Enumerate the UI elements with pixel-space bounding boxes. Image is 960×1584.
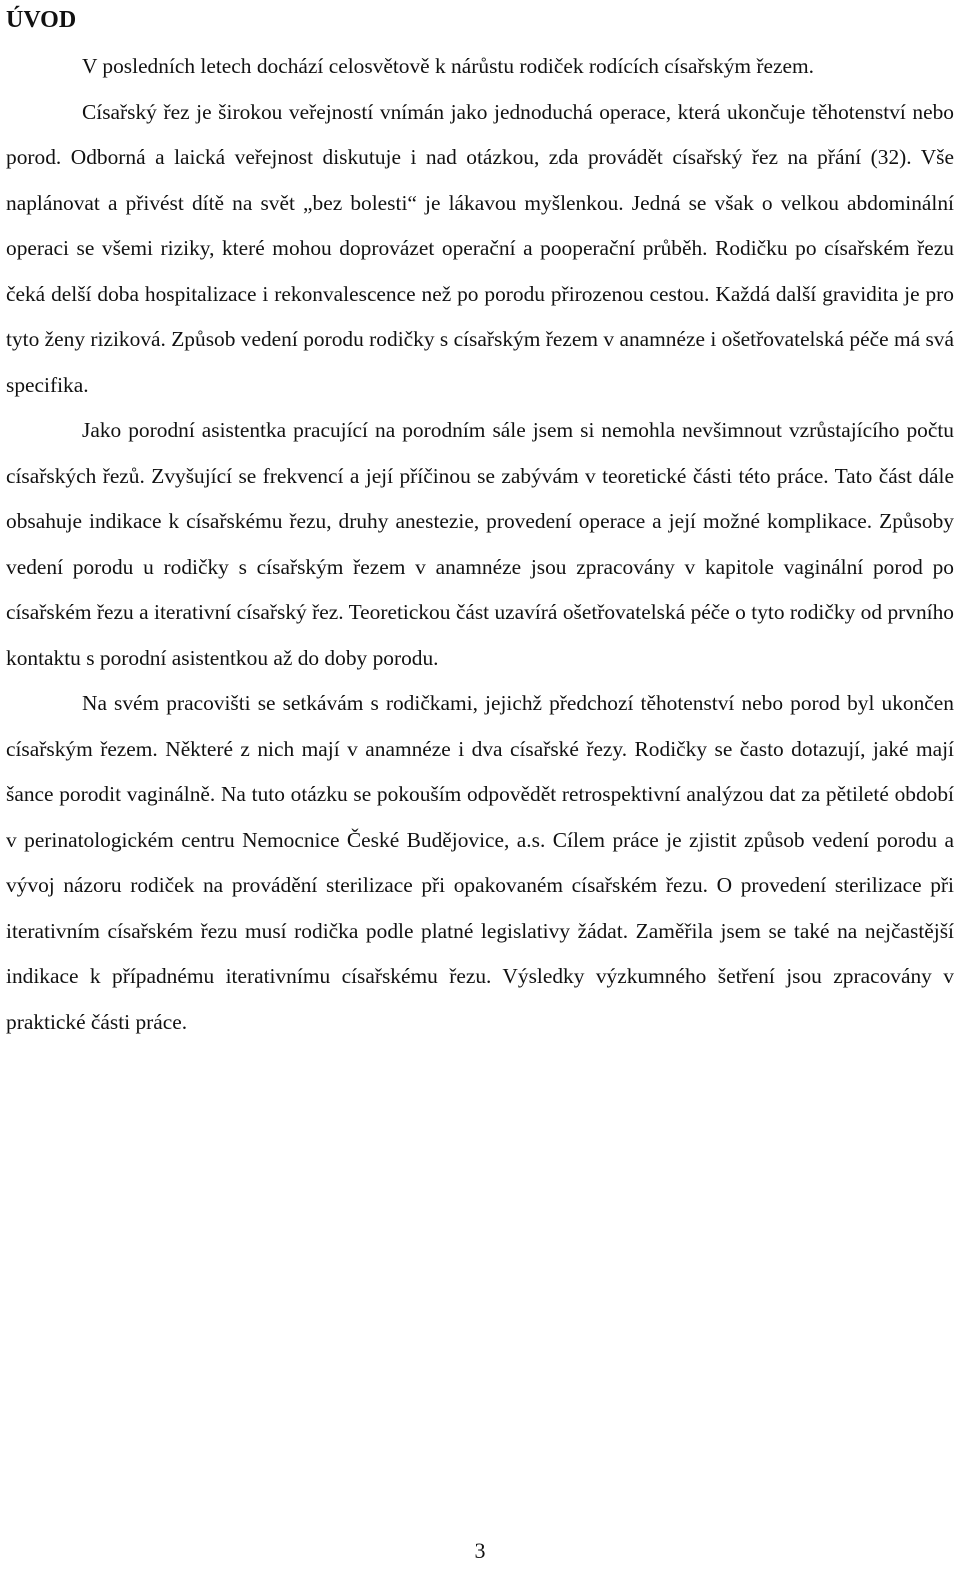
paragraph-4: Na svém pracovišti se setkávám s rodičkami, jejichž předchozí těhotenství nebo porod byl ukončen císařským řezem. Některé z nich mají v anamnéze i dva císařské řezy. Rodičky se často dotazují, jaké mají šance porodit vaginálně. Na tuto otázku se pokouším odpovědět retrospektivní analýzou dat za pětileté období v perinatologickém centru Nemocnice České Budějovice, a.s. Cílem práce je zjistit způsob vedení porodu a vývoj názoru rodiček na provádění sterilizace při opakovaném císařském řezu. O provedení sterilizace při iterativním císařském řezu musí rodička podle platné legislativy žádat. Zaměřila jsem se také na nejčastější indikace k případnému iterativnímu císařskému řezu. Výsledky výzkumného šetření jsou zpracovány v praktické části práce. [6, 691, 954, 1034]
paragraph-1: V posledních letech dochází celosvětově k nárůstu rodiček rodících císařským řezem. [82, 54, 814, 78]
page-number: 3 [474, 1538, 486, 1563]
body-text [6, 44, 954, 1045]
document-page [6, 0, 954, 1584]
section-heading: ÚVOD [6, 7, 77, 33]
paragraph-2: Císařský řez je širokou veřejností vnímán jako jednoduchá operace, která ukončuje těhotenství nebo porod. Odborná a laická veřejnost diskutuje i nad otázkou, zda provádět císařský řez na přání (32). Vše naplánovat a přivést dítě na svět „bez bolesti“ je lákavou myšlenkou. Jedná se však o velkou abdominální operaci se všemi riziky, které mohou doprovázet operační a pooperační průběh. Rodičku po císařském řezu čeká delší doba hospitalizace i rekonvalescence než po porodu přirozenou cestou. Každá další gravidita je pro tyto ženy riziková. Způsob vedení porodu rodičky s císařským řezem v anamnéze i ošetřovatelská péče má svá specifika. [6, 99, 954, 397]
paragraph-3: Jako porodní asistentka pracující na porodním sále jsem si nemohla nevšimnout vzrůstajícího počtu císařských řezů. Zvyšující se frekvencí a její příčinou se zabývám v teoretické části této práce. Tato část dále obsahuje indikace k císařskému řezu, druhy anestezie, provedení operace a její možné komplikace. Způsoby vedení porodu u rodičky s císařským řezem v anamnéze jsou zpracovány v kapitole vaginální porod po císařském řezu a iterativní císařský řez. Teoretickou část uzavírá ošetřovatelská péče o tyto rodičky od prvního kontaktu s porodní asistentkou až do doby porodu. [6, 418, 954, 670]
